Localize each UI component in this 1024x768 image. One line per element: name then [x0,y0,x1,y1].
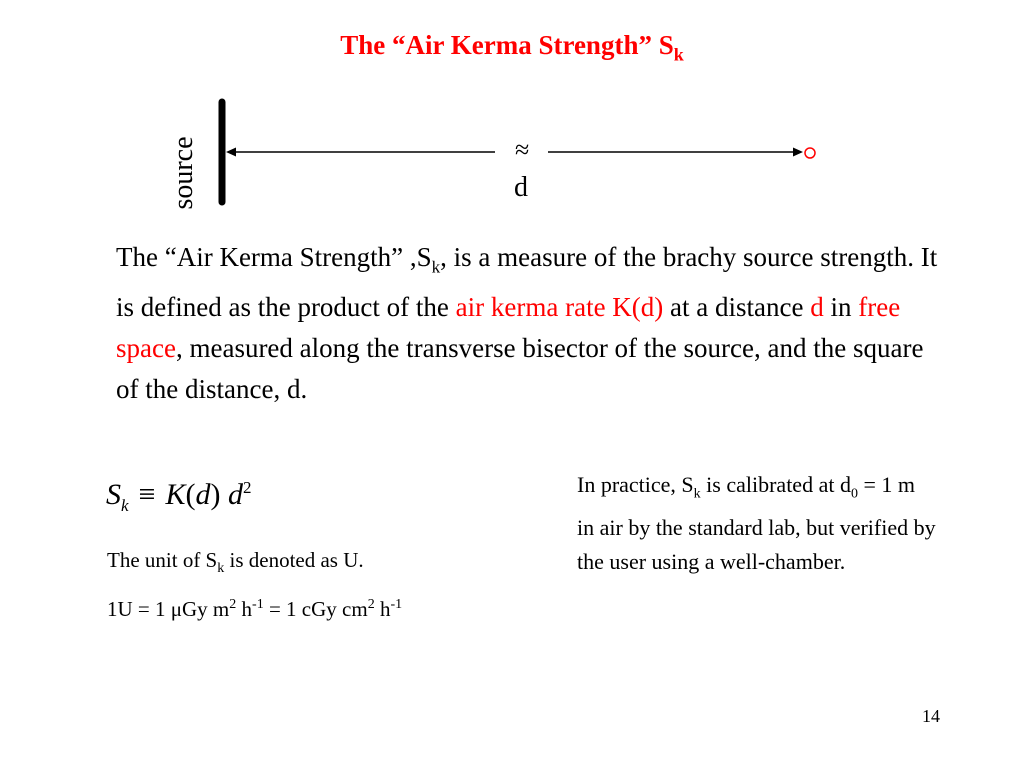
formula-rparen: ) [210,478,221,511]
practice-text-a: In practice, S [577,472,694,497]
para-text-1: The “Air Kerma Strength” ,S [116,242,432,272]
title-subscript: k [673,44,684,65]
practice-text-c: = 1 m in air by the standard lab, but verified by the user using a well-chamber. [577,472,936,575]
para-highlight-free-space: free space [116,292,901,364]
para-text-5: , measured along the transverse bisector of the source, and the square of the distance, d. [116,333,924,405]
unit-text-pre: The unit of S [107,548,218,572]
unit-definition [107,548,364,577]
unit-equation [107,597,402,622]
para-highlight-d: d [810,292,824,323]
unit-eq-b: h [236,597,253,621]
practice-sub-0: 0 [850,486,858,502]
formula-exponent: 2 [242,478,252,497]
practice-sub-k: k [693,486,701,502]
unit-eq-sup3: 2 [367,597,375,612]
approx-symbol: ≈ [515,135,530,164]
distance-label: d [514,172,528,203]
para-text-3: at a distance [663,292,811,323]
formula-sub-k: k [121,496,129,515]
arrow-left-head [226,148,236,157]
unit-eq-sup2: -1 [252,597,264,612]
definition-paragraph [116,237,946,410]
para-text-2: , is a measure of the brachy source strength. It is defined as the product of the [116,242,938,323]
unit-eq-sup4: -1 [390,597,403,612]
formula-s: S [106,478,121,511]
unit-eq-sup1: 2 [229,597,237,612]
title-text: The “Air Kerma Strength” S [340,30,674,60]
sk-formula [106,478,251,516]
unit-text-post: is denoted as U. [224,548,364,572]
unit-subscript: k [217,561,225,577]
para-highlight-air-kerma: air kerma rate K(d) [455,292,664,323]
unit-eq-d: h [374,597,391,621]
unit-eq-c: = 1 cGy cm [263,597,368,621]
distance-diagram [0,0,1024,230]
para-text-4: in [823,292,859,323]
formula-lparen: ( [185,478,196,511]
source-label: source [168,136,199,210]
arrow-right-head [793,148,803,157]
unit-eq-a: 1U = 1 μGy m [107,597,230,621]
practice-note [577,468,937,579]
practice-text-b: is calibrated at d [700,472,851,497]
formula-equiv: ≡ [138,478,156,511]
formula-k: K [165,478,186,511]
page-number: 14 [922,706,940,726]
para-subscript: k [431,257,441,277]
formula-arg-d: d [195,478,211,511]
formula-d: d [227,478,243,511]
point-marker [805,148,815,158]
